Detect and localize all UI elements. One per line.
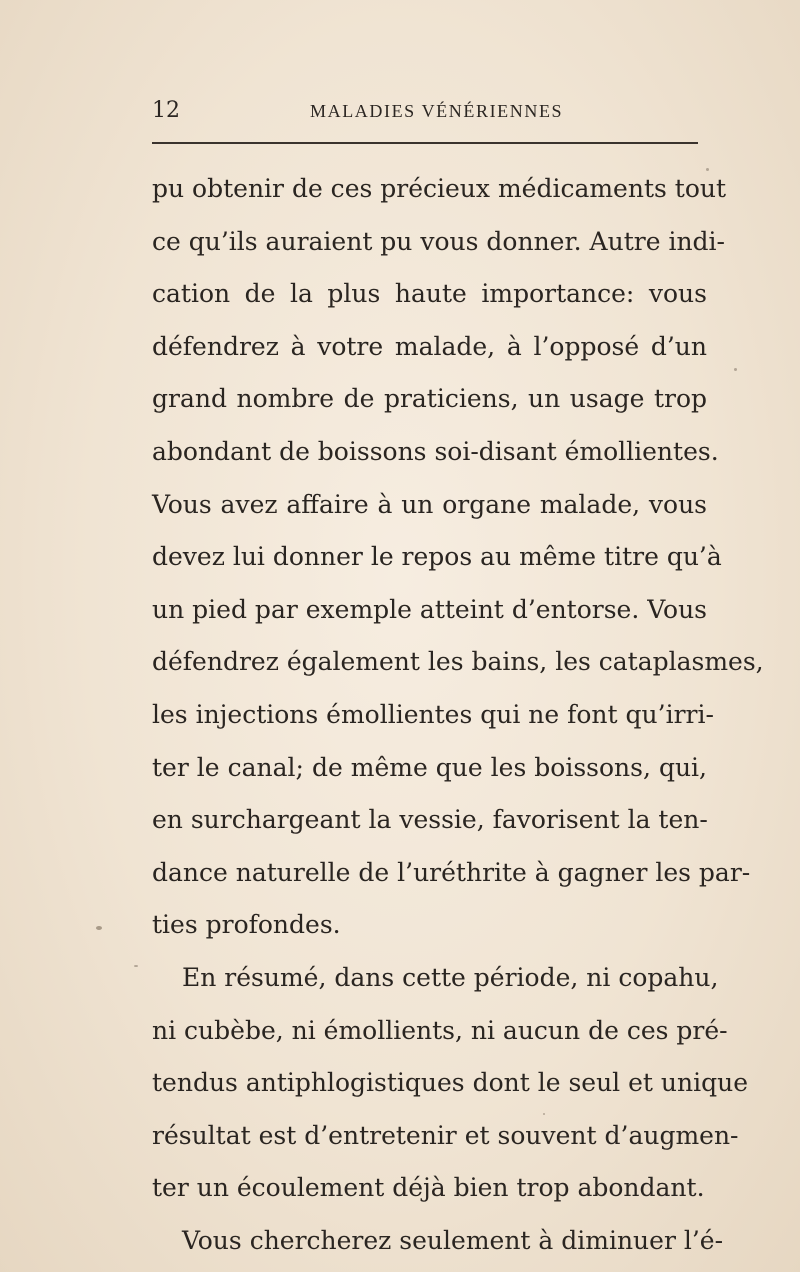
header-rule	[152, 142, 698, 144]
text-line: un pied par exemple atteint d’entorse. Vous	[152, 594, 707, 624]
text-line: ce qu’ils auraient pu vous donner. Autre indi-	[152, 226, 725, 256]
text-line: résultat est d’entretenir et souvent d’augmen-	[152, 1120, 739, 1150]
paragraph-start-line: Vous chercherez seulement à diminuer l’é-	[182, 1225, 724, 1255]
paper-speck	[734, 368, 737, 371]
page-number: 12	[152, 98, 180, 123]
body-text	[152, 163, 764, 1267]
paper-speck	[706, 168, 709, 171]
paper-speck	[134, 965, 138, 967]
text-line: ter le canal; de même que les boissons, qui,	[152, 752, 707, 782]
text-line: défendrez également les bains, les cataplasmes,	[152, 647, 764, 677]
running-title: MALADIES VÉNÉRIENNES	[310, 101, 564, 121]
text-line: ter un écoulement déjà bien trop abondant.	[152, 1173, 705, 1203]
text-line: Vous avez affaire à un organe malade, vous	[152, 489, 707, 519]
text-line: devez lui donner le repos au même titre qu’à	[152, 542, 722, 572]
text-line: tendus antiphlogistiques dont le seul et unique	[152, 1068, 749, 1098]
text-line: ni cubèbe, ni émollients, ni aucun de ces pré-	[152, 1015, 728, 1045]
text-line: cation de la plus haute importance: vous	[152, 279, 707, 309]
text-line: ties profondes.	[152, 910, 341, 940]
text-line: pu obtenir de ces précieux médicaments tout	[152, 174, 727, 203]
text-line: dance naturelle de l’uréthrite à gagner les par-	[152, 857, 751, 887]
paper-speck	[543, 1113, 545, 1115]
text-line: en surchargeant la vessie, favorisent la ten-	[152, 805, 708, 835]
paragraph-start-line: En résumé, dans cette période, ni copahu,	[182, 962, 719, 992]
text-line: défendrez à votre malade, à l’opposé d’un	[152, 331, 707, 361]
text-line: les injections émollientes qui ne font qu’irri-	[152, 699, 714, 729]
text-line: grand nombre de praticiens, un usage trop	[152, 384, 707, 414]
page-header	[152, 92, 700, 132]
paper-speck	[96, 926, 102, 930]
text-line: abondant de boissons soi-disant émollientes.	[152, 436, 719, 466]
